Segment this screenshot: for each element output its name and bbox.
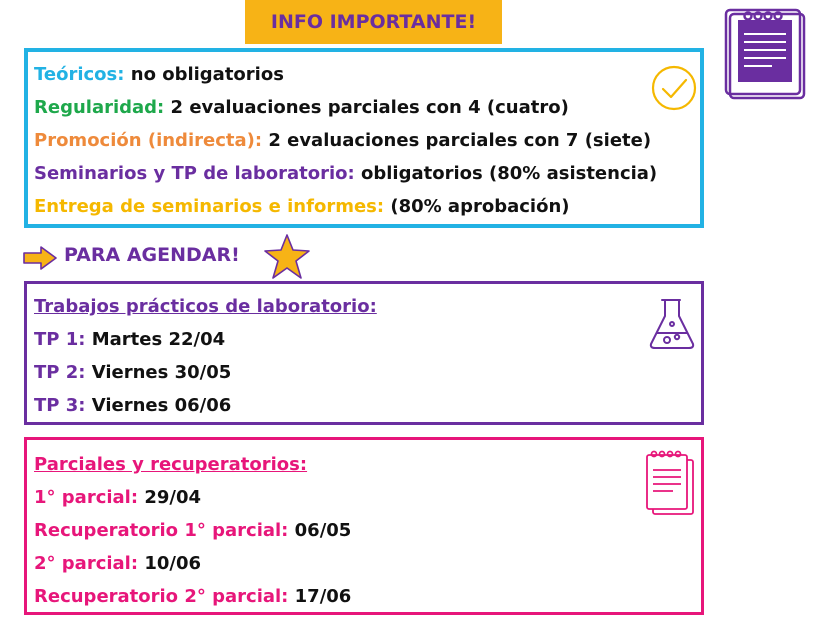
- exam-label: Recuperatorio 1° parcial:: [34, 520, 289, 541]
- info-label: Regularidad:: [34, 97, 165, 118]
- info-value: obligatorios (80% asistencia): [361, 163, 658, 184]
- info-row: [34, 130, 651, 151]
- exam-item: [34, 487, 201, 508]
- lab-value: Viernes 30/05: [91, 362, 232, 383]
- lab-label: TP 3:: [34, 395, 86, 416]
- star-icon: [261, 232, 313, 282]
- info-label: Seminarios y TP de laboratorio:: [34, 163, 355, 184]
- exam-value: 17/06: [294, 586, 352, 607]
- info-label: Entrega de seminarios e informes:: [34, 196, 385, 217]
- labs-heading: Trabajos prácticos de laboratorio:: [34, 296, 377, 317]
- lab-value: Martes 22/04: [91, 329, 226, 350]
- agendar-label: PARA AGENDAR!: [64, 244, 240, 266]
- exam-value: 10/06: [144, 553, 202, 574]
- check-circle-icon: [650, 64, 698, 112]
- exams-heading: Parciales y recuperatorios:: [34, 454, 308, 475]
- page-title-text: INFO IMPORTANTE!: [270, 11, 477, 33]
- info-row: [34, 64, 284, 85]
- exam-label: Recuperatorio 2° parcial:: [34, 586, 289, 607]
- exam-label: 1° parcial:: [34, 487, 139, 508]
- exam-label: 2° parcial:: [34, 553, 139, 574]
- exams-box: [24, 437, 704, 615]
- lab-label: TP 2:: [34, 362, 86, 383]
- lab-label: TP 1:: [34, 329, 86, 350]
- flask-icon: [647, 296, 697, 352]
- info-box: [24, 48, 704, 228]
- lab-item: [34, 329, 225, 350]
- lab-item: [34, 395, 231, 416]
- info-value: no obligatorios: [130, 64, 284, 85]
- info-row: [34, 97, 569, 118]
- info-value: (80% aprobación): [390, 196, 570, 217]
- exam-value: 29/04: [144, 487, 202, 508]
- exam-item: [34, 553, 201, 574]
- info-value: 2 evaluaciones parciales con 7 (siete): [268, 130, 652, 151]
- exam-value: 06/05: [294, 520, 352, 541]
- exam-item: [34, 520, 351, 541]
- lab-item: [34, 362, 231, 383]
- arrow-right-icon: [22, 245, 58, 271]
- info-row: [34, 196, 570, 217]
- info-label: Teóricos:: [34, 64, 125, 85]
- info-row: [34, 163, 657, 184]
- exam-item: [34, 586, 351, 607]
- info-value: 2 evaluaciones parciales con 4 (cuatro): [170, 97, 569, 118]
- labs-box: [24, 281, 704, 425]
- lab-value: Viernes 06/06: [91, 395, 232, 416]
- page-title: [245, 0, 502, 44]
- notebook-icon: [724, 4, 814, 104]
- notes-icon: [641, 448, 697, 518]
- info-label: Promoción (indirecta):: [34, 130, 263, 151]
